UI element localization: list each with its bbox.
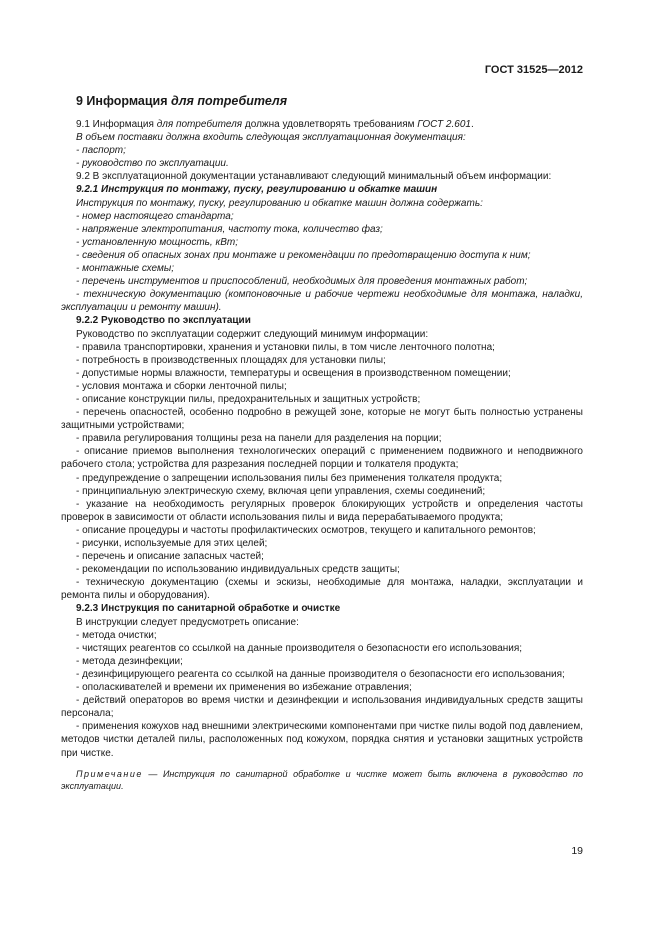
list-item: - метода очистки; xyxy=(76,629,157,641)
p1-text-e: . xyxy=(470,119,474,130)
list-item: - метода дезинфекции; xyxy=(76,655,183,667)
list-item: - дезинфицирующего реагента со ссылкой на данные производителя о безопасности его использования; xyxy=(76,668,565,680)
p1-text-c: должна удовлетворять требованиям xyxy=(242,119,418,130)
paragraph-9-1 xyxy=(61,118,583,131)
note-text: — Инструкция по санитарной обработке и чистке может быть включена в руководство по эксплуатации. xyxy=(61,768,583,791)
delivery-scope-line: В объем поставки должна входить следующая эксплуатационная документация: xyxy=(76,132,466,144)
document-body xyxy=(61,94,583,801)
list-item: - допустимые нормы влажности, температуры и освещения в производственном помещении; xyxy=(76,367,511,379)
list-item: - напряжение электропитания, частоту тока, количество фаз; xyxy=(76,223,383,235)
list-item: - потребность в производственных площадях для установки пилы; xyxy=(76,354,386,366)
list-item: - техническую документацию (схемы и эскизы, необходимые для монтажа, наладки, эксплуатации и ремонта пилы и оборудования). xyxy=(61,577,583,602)
list-item: - монтажные схемы; xyxy=(76,263,174,275)
document-standard-header: ГОСТ 31525—2012 xyxy=(484,64,583,76)
paragraph-9-2: 9.2 В эксплуатационной документации устанавливают следующий минимальный объем информации: xyxy=(76,171,552,183)
list-item: - установленную мощность, кВт; xyxy=(76,236,238,248)
note xyxy=(61,768,583,792)
list-item: - описание конструкции пилы, предохранительных и защитных устройств; xyxy=(76,393,421,405)
note-label: Примечание xyxy=(76,768,143,779)
page-number: 19 xyxy=(571,845,583,857)
list-item: - правила регулирования толщины реза на панели для разделения на порции; xyxy=(76,433,442,445)
list-item: - применения кожухов над внешними электрическими компонентами при чистке пилы водой под давлением, методов чистки деталей пилы, расположенных под кожухом, порядка снятия и установки защитных устройств при чистке. xyxy=(61,721,583,759)
p1-text-a: 9.1 Информация xyxy=(76,119,157,130)
list-item: Инструкция по монтажу, пуску, регулированию и обкатке машин должна содержать: xyxy=(76,197,483,209)
list-item: - номер настоящего стандарта; xyxy=(76,210,234,222)
list-item: - предупреждение о запрещении использования пилы без применения толкателя продукта; xyxy=(76,472,503,484)
list-item: В инструкции следует предусмотреть описание: xyxy=(76,616,299,628)
section-heading-main: 9 Информация xyxy=(76,94,168,108)
list-item: - правила транспортировки, хранения и установки пилы, в том числе ленточного полотна; xyxy=(76,341,495,353)
list-item: - паспорт; xyxy=(76,145,126,157)
list-item: - принципиальную электрическую схему, включая цепи управления, схемы соединений; xyxy=(76,485,486,497)
list-item: - описание процедуры и частоты профилактических осмотров, текущего и капитального ремонтов; xyxy=(76,524,536,536)
section-heading-italic: для потребителя xyxy=(171,94,288,108)
list-item: - перечень инструментов и приспособлений, необходимых для проведения монтажных работ; xyxy=(76,276,528,288)
list-item: - перечень и описание запасных частей; xyxy=(76,551,264,563)
list-item: - описание приемов выполнения технологических операций с применением подвижного и неподвижного рабочего стола; устройства для разрезания последней порции и толкателя продукта; xyxy=(61,446,583,471)
subsection-9-2-1-title: 9.2.1 Инструкция по монтажу, пуску, регулированию и обкатке машин xyxy=(76,184,438,196)
list-item: - руководство по эксплуатации. xyxy=(76,158,229,170)
list-item: - рисунки, используемые для этих целей; xyxy=(76,538,268,549)
list-item: - сведения об опасных зонах при монтаже и рекомендации по предотвращению доступа к ним; xyxy=(76,249,531,261)
list-item: - техническую документацию (компоновочные и рабочие чертежи необходимые для монтажа, наладки, эксплуатации и ремонту машин). xyxy=(61,289,583,314)
list-item: - рекомендации по использованию индивидуальных средств защиты; xyxy=(76,564,400,576)
section-heading xyxy=(76,94,583,109)
subsection-9-2-3-title: 9.2.3 Инструкция по санитарной обработке и очистке xyxy=(76,603,341,615)
p1-text-d: ГОСТ 2.601 xyxy=(417,119,471,130)
list-item: Руководство по эксплуатации содержит следующий минимум информации: xyxy=(76,328,429,340)
list-item: - действий операторов во время чистки и дезинфекции и использования индивидуальных средств защиты персонала; xyxy=(61,695,583,720)
list-item: - чистящих реагентов со ссылкой на данные производителя о безопасности его использования; xyxy=(76,642,523,654)
list-item: - указание на необходимость регулярных проверок блокирующих устройств и определения частоты проверок в зависимости от области использования пилы и вида перерабатываемого продукта; xyxy=(61,498,583,523)
list-item: - условия монтажа и сборки ленточной пилы; xyxy=(76,380,287,392)
list-item: - перечень опасностей, особенно подробно в режущей зоне, которые не могут быть полностью устранены защитными устройствами; xyxy=(61,407,583,432)
list-item: - ополаскивателей и времени их применения во избежание отравления; xyxy=(76,682,412,694)
p1-text-b: для потребителя xyxy=(156,119,243,130)
subsection-9-2-2-title: 9.2.2 Руководство по эксплуатации xyxy=(76,315,251,327)
